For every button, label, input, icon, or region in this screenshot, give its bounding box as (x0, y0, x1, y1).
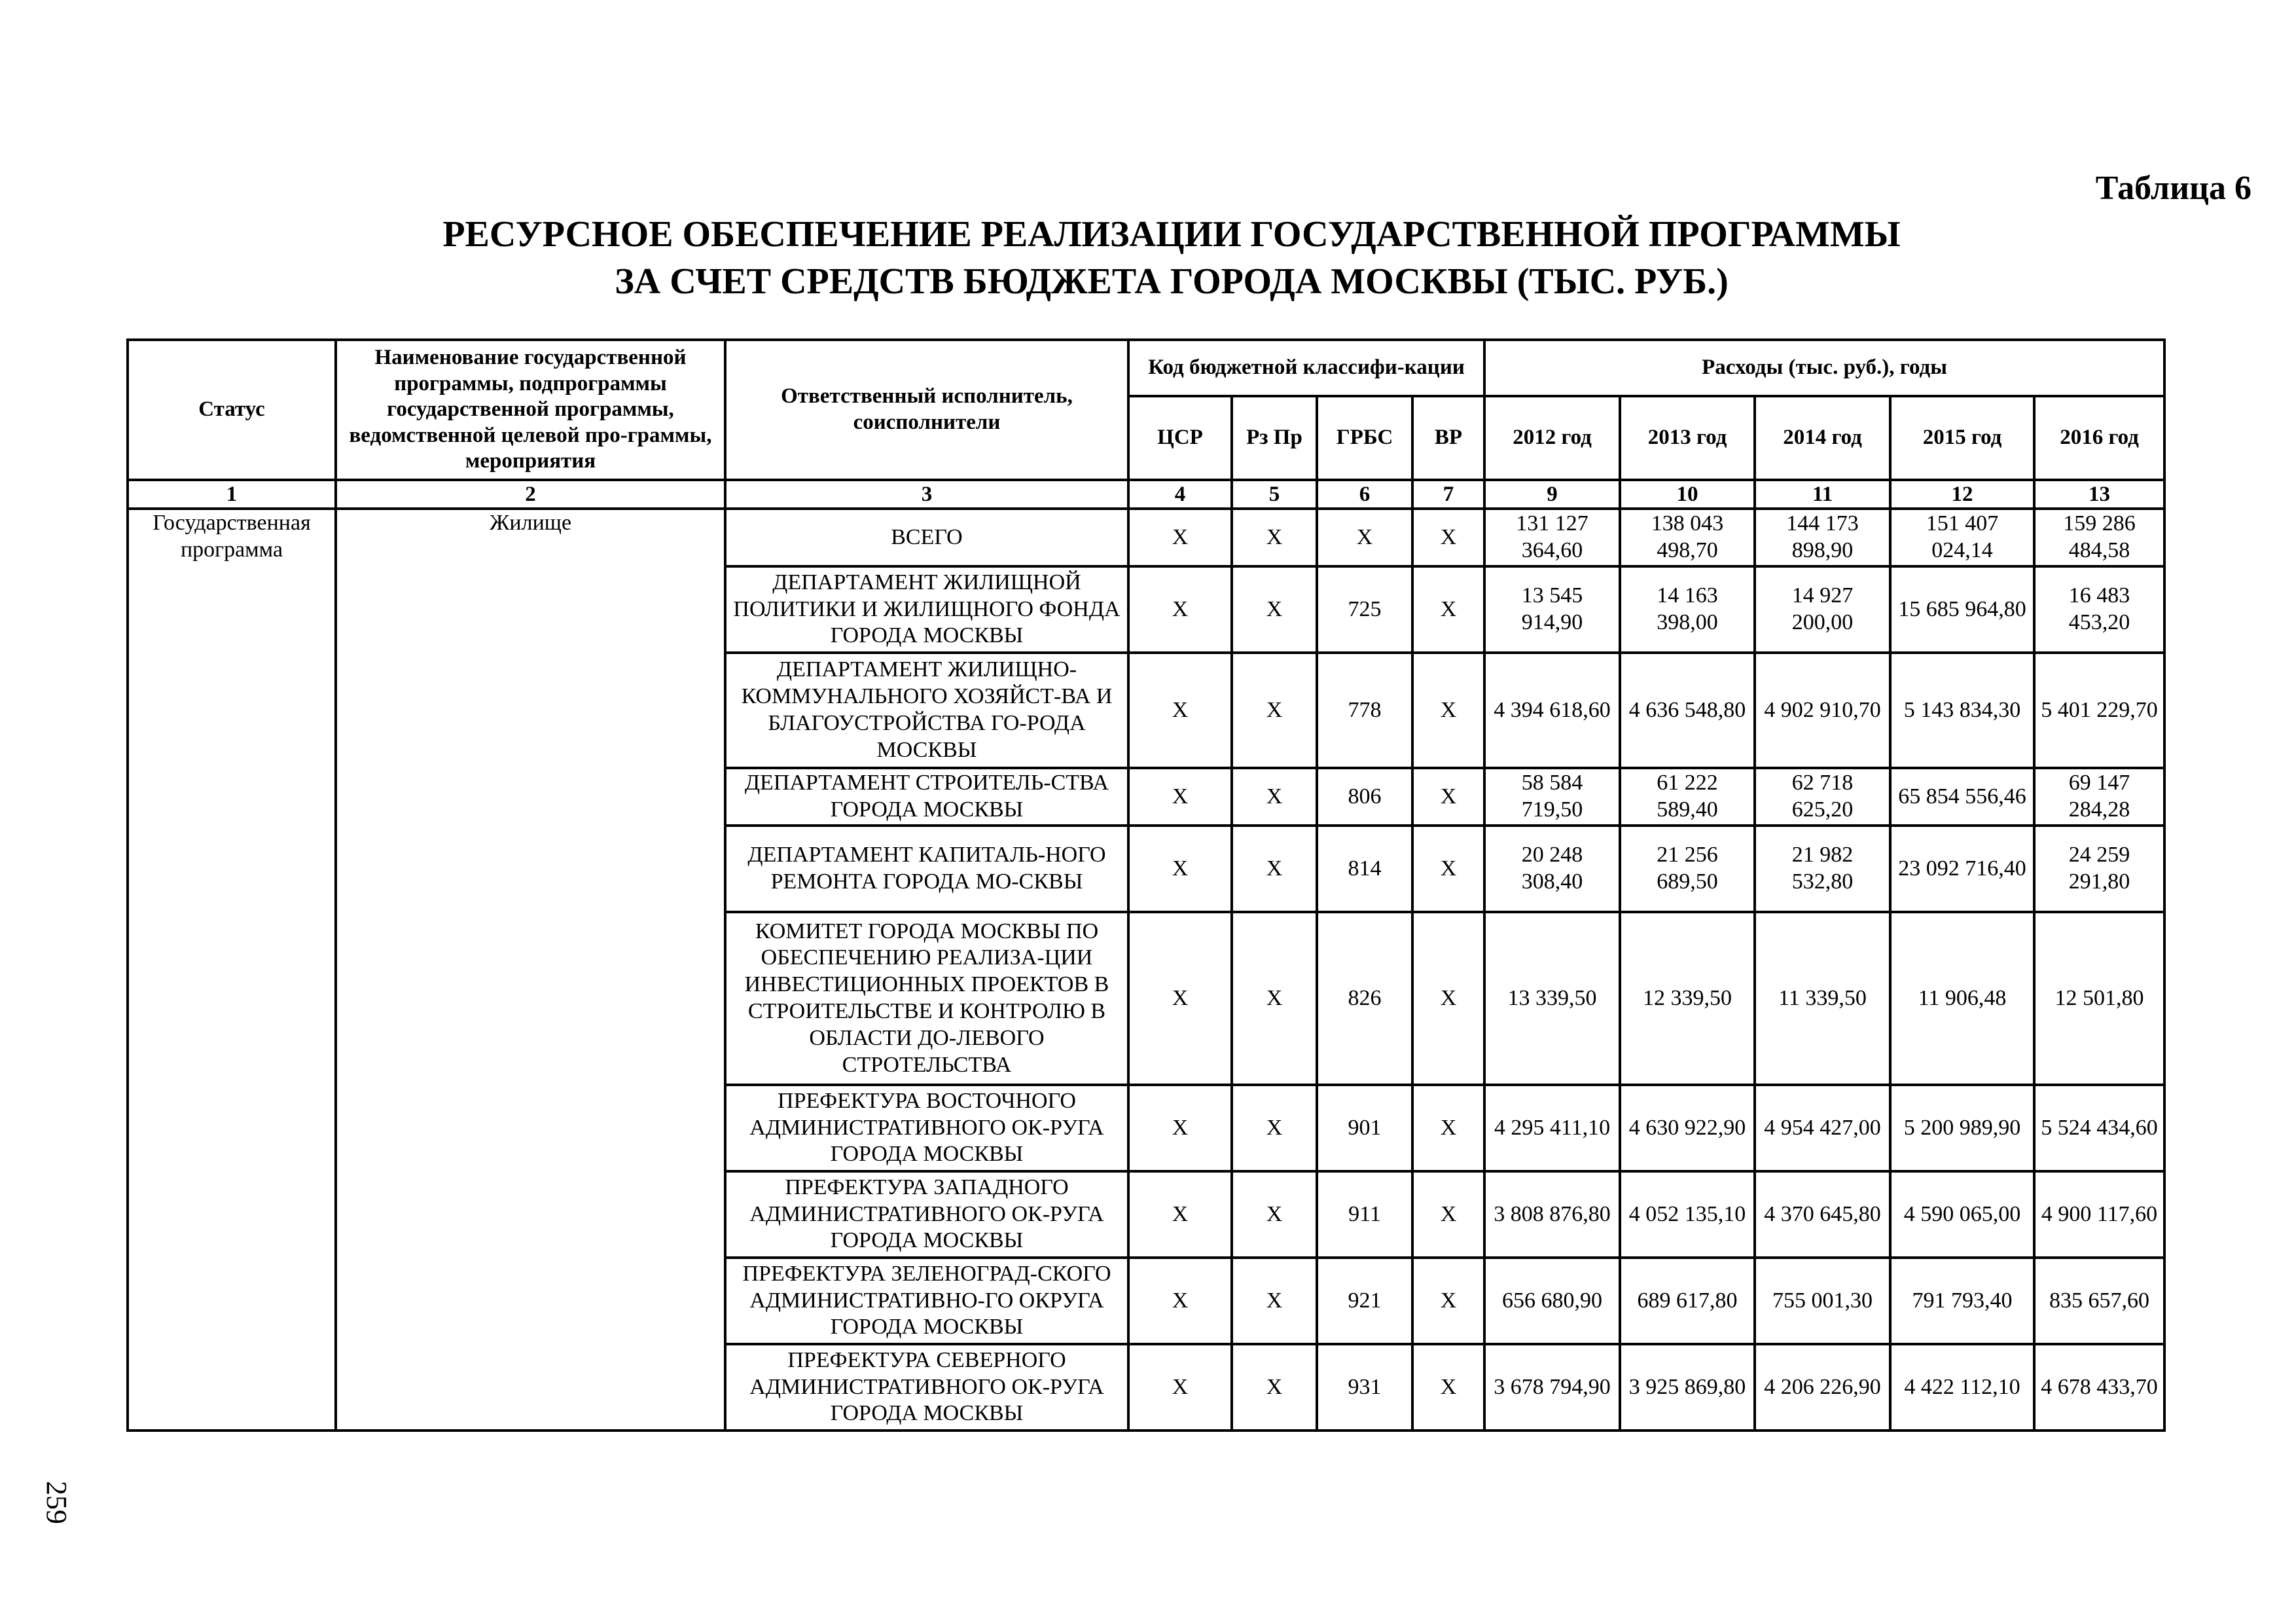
csr-cell: Х (1128, 912, 1232, 1085)
expense-value-cell: 69 147 284,28 (2034, 768, 2164, 826)
rzpr-cell: Х (1232, 653, 1317, 768)
column-number: 13 (2034, 480, 2164, 509)
executor-cell: ВСЕГО (725, 509, 1128, 566)
executor-cell: ДЕПАРТАМЕНТ ЖИЛИЩНОЙ ПОЛИТИКИ И ЖИЛИЩНОГО ФОНДА ГОРОДА МОСКВЫ (725, 566, 1128, 653)
page-subtitle: ЗА СЧЕТ СРЕДСТВ БЮДЖЕТА ГОРОДА МОСКВЫ (ТЫС. РУБ.) (615, 261, 1729, 302)
expense-value-cell: 14 927 200,00 (1755, 566, 1890, 653)
table-body (128, 509, 2164, 1431)
expense-value-cell: 138 043 498,70 (1620, 509, 1755, 566)
budget-table (126, 338, 2166, 1432)
expense-value-cell: 4 900 117,60 (2034, 1171, 2164, 1258)
expense-value-cell: 24 259 291,80 (2034, 826, 2164, 912)
column-number: 6 (1317, 480, 1412, 509)
expense-value-cell: 4 052 135,10 (1620, 1171, 1755, 1258)
vr-cell: Х (1412, 566, 1484, 653)
csr-cell: Х (1128, 1085, 1232, 1171)
vr-cell: Х (1412, 653, 1484, 768)
executor-cell: ПРЕФЕКТУРА ЗАПАДНОГО АДМИНИСТРАТИВНОГО ОК-РУГА ГОРОДА МОСКВЫ (725, 1171, 1128, 1258)
expense-value-cell: 5 143 834,30 (1890, 653, 2034, 768)
vr-cell: Х (1412, 912, 1484, 1085)
column-number-row (128, 480, 2164, 509)
expense-value-cell: 61 222 589,40 (1620, 768, 1755, 826)
vr-cell: Х (1412, 826, 1484, 912)
grbs-cell: Х (1317, 509, 1412, 566)
rzpr-cell: Х (1232, 768, 1317, 826)
expense-value-cell: 4 394 618,60 (1484, 653, 1620, 768)
expense-value-cell: 12 501,80 (2034, 912, 2164, 1085)
program-name-cell: Жилище (336, 509, 725, 1431)
expense-value-cell: 11 339,50 (1755, 912, 1890, 1085)
expense-value-cell: 3 925 869,80 (1620, 1344, 1755, 1431)
expense-value-cell: 5 200 989,90 (1890, 1085, 2034, 1171)
expense-value-cell: 159 286 484,58 (2034, 509, 2164, 566)
header-grbs: ГРБС (1317, 396, 1412, 480)
header-year: 2015 год (1890, 396, 2034, 480)
csr-cell: Х (1128, 1258, 1232, 1344)
csr-cell: Х (1128, 826, 1232, 912)
expense-value-cell: 3 678 794,90 (1484, 1344, 1620, 1431)
expense-value-cell: 20 248 308,40 (1484, 826, 1620, 912)
expense-value-cell: 15 685 964,80 (1890, 566, 2034, 653)
executor-cell: ПРЕФЕКТУРА ВОСТОЧНОГО АДМИНИСТРАТИВНОГО ОК-РУГА ГОРОДА МОСКВЫ (725, 1085, 1128, 1171)
expense-value-cell: 144 173 898,90 (1755, 509, 1890, 566)
rzpr-cell: Х (1232, 566, 1317, 653)
header-name: Наименование государственной программы, подпрограммы государственной программы, ведомственной целевой про-граммы, мероприятия (336, 340, 725, 480)
column-number: 10 (1620, 480, 1755, 509)
expense-value-cell: 13 339,50 (1484, 912, 1620, 1085)
csr-cell: Х (1128, 1344, 1232, 1431)
rzpr-cell: Х (1232, 826, 1317, 912)
expense-value-cell: 131 127 364,60 (1484, 509, 1620, 566)
grbs-cell: 814 (1317, 826, 1412, 912)
csr-cell: Х (1128, 653, 1232, 768)
expense-value-cell: 4 206 226,90 (1755, 1344, 1890, 1431)
rzpr-cell: Х (1232, 509, 1317, 566)
expense-value-cell: 5 401 229,70 (2034, 653, 2164, 768)
expense-value-cell: 689 617,80 (1620, 1258, 1755, 1344)
expense-value-cell: 62 718 625,20 (1755, 768, 1890, 826)
header-budget-code: Код бюджетной классифи-кации (1128, 340, 1484, 396)
header-expenses: Расходы (тыс. руб.), годы (1484, 340, 2164, 396)
expense-value-cell: 3 808 876,80 (1484, 1171, 1620, 1258)
expense-value-cell: 13 545 914,90 (1484, 566, 1620, 653)
expense-value-cell: 4 636 548,80 (1620, 653, 1755, 768)
rzpr-cell: Х (1232, 912, 1317, 1085)
grbs-cell: 725 (1317, 566, 1412, 653)
expense-value-cell: 835 657,60 (2034, 1258, 2164, 1344)
executor-cell: ПРЕФЕКТУРА ЗЕЛЕНОГРАД-СКОГО АДМИНИСТРАТИВНО-ГО ОКРУГА ГОРОДА МОСКВЫ (725, 1258, 1128, 1344)
page-title: РЕСУРСНОЕ ОБЕСПЕЧЕНИЕ РЕАЛИЗАЦИИ ГОСУДАРСТВЕННОЙ ПРОГРАММЫ (442, 214, 1901, 255)
expense-value-cell: 21 982 532,80 (1755, 826, 1890, 912)
column-number: 5 (1232, 480, 1317, 509)
expense-value-cell: 12 339,50 (1620, 912, 1755, 1085)
header-year: 2014 год (1755, 396, 1890, 480)
expense-value-cell: 65 854 556,46 (1890, 768, 2034, 826)
rzpr-cell: Х (1232, 1258, 1317, 1344)
column-number: 4 (1128, 480, 1232, 509)
csr-cell: Х (1128, 509, 1232, 566)
expense-value-cell: 4 295 411,10 (1484, 1085, 1620, 1171)
column-number: 2 (336, 480, 725, 509)
expense-value-cell: 4 630 922,90 (1620, 1085, 1755, 1171)
table-label: Таблица 6 (2095, 170, 2251, 207)
column-number: 12 (1890, 480, 2034, 509)
csr-cell: Х (1128, 566, 1232, 653)
page-number: 259 (41, 1481, 73, 1524)
grbs-cell: 806 (1317, 768, 1412, 826)
grbs-cell: 921 (1317, 1258, 1412, 1344)
executor-cell: ПРЕФЕКТУРА СЕВЕРНОГО АДМИНИСТРАТИВНОГО ОК-РУГА ГОРОДА МОСКВЫ (725, 1344, 1128, 1431)
grbs-cell: 778 (1317, 653, 1412, 768)
rzpr-cell: Х (1232, 1171, 1317, 1258)
header-status: Статус (128, 340, 336, 480)
expense-value-cell: 4 678 433,70 (2034, 1344, 2164, 1431)
grbs-cell: 911 (1317, 1171, 1412, 1258)
vr-cell: Х (1412, 509, 1484, 566)
rzpr-cell: Х (1232, 1085, 1317, 1171)
column-number: 9 (1484, 480, 1620, 509)
vr-cell: Х (1412, 768, 1484, 826)
executor-cell: ДЕПАРТАМЕНТ СТРОИТЕЛЬ-СТВА ГОРОДА МОСКВЫ (725, 768, 1128, 826)
expense-value-cell: 16 483 453,20 (2034, 566, 2164, 653)
grbs-cell: 931 (1317, 1344, 1412, 1431)
executor-cell: ДЕПАРТАМЕНТ КАПИТАЛЬ-НОГО РЕМОНТА ГОРОДА МО-СКВЫ (725, 826, 1128, 912)
vr-cell: Х (1412, 1171, 1484, 1258)
expense-value-cell: 11 906,48 (1890, 912, 2034, 1085)
header-year: 2016 год (2034, 396, 2164, 480)
vr-cell: Х (1412, 1258, 1484, 1344)
grbs-cell: 826 (1317, 912, 1412, 1085)
header-year: 2012 год (1484, 396, 1620, 480)
expense-value-cell: 21 256 689,50 (1620, 826, 1755, 912)
column-number: 3 (725, 480, 1128, 509)
csr-cell: Х (1128, 768, 1232, 826)
csr-cell: Х (1128, 1171, 1232, 1258)
grbs-cell: 901 (1317, 1085, 1412, 1171)
expense-value-cell: 4 902 910,70 (1755, 653, 1890, 768)
expense-value-cell: 656 680,90 (1484, 1258, 1620, 1344)
column-number: 1 (128, 480, 336, 509)
expense-value-cell: 23 092 716,40 (1890, 826, 2034, 912)
expense-value-cell: 151 407 024,14 (1890, 509, 2034, 566)
vr-cell: Х (1412, 1085, 1484, 1171)
expense-value-cell: 791 793,40 (1890, 1258, 2034, 1344)
rzpr-cell: Х (1232, 1344, 1317, 1431)
executor-cell: ДЕПАРТАМЕНТ ЖИЛИЩНО-КОММУНАЛЬНОГО ХОЗЯЙСТ-ВА И БЛАГОУСТРОЙСТВА ГО-РОДА МОСКВЫ (725, 653, 1128, 768)
vr-cell: Х (1412, 1344, 1484, 1431)
header-year: 2013 год (1620, 396, 1755, 480)
expense-value-cell: 4 422 112,10 (1890, 1344, 2034, 1431)
header-csr: ЦСР (1128, 396, 1232, 480)
expense-value-cell: 755 001,30 (1755, 1258, 1890, 1344)
column-number: 7 (1412, 480, 1484, 509)
table-row (128, 509, 2164, 566)
executor-cell: КОМИТЕТ ГОРОДА МОСКВЫ ПО ОБЕСПЕЧЕНИЮ РЕАЛИЗА-ЦИИ ИНВЕСТИЦИОННЫХ ПРОЕКТОВ В СТРОИТЕЛЬСТВЕ И КОНТРОЛЮ В ОБЛАСТИ ДО-ЛЕВОГО СТРОТЕЛЬСТВА (725, 912, 1128, 1085)
header-rzpr: Рз Пр (1232, 396, 1317, 480)
expense-value-cell: 4 590 065,00 (1890, 1171, 2034, 1258)
expense-value-cell: 4 954 427,00 (1755, 1085, 1890, 1171)
expense-value-cell: 58 584 719,50 (1484, 768, 1620, 826)
header-executor: Ответственный исполнитель, соисполнители (725, 340, 1128, 480)
status-cell: Государственная программа (128, 509, 336, 1431)
expense-value-cell: 14 163 398,00 (1620, 566, 1755, 653)
column-number: 11 (1755, 480, 1890, 509)
header-vr: ВР (1412, 396, 1484, 480)
expense-value-cell: 4 370 645,80 (1755, 1171, 1890, 1258)
expense-value-cell: 5 524 434,60 (2034, 1085, 2164, 1171)
